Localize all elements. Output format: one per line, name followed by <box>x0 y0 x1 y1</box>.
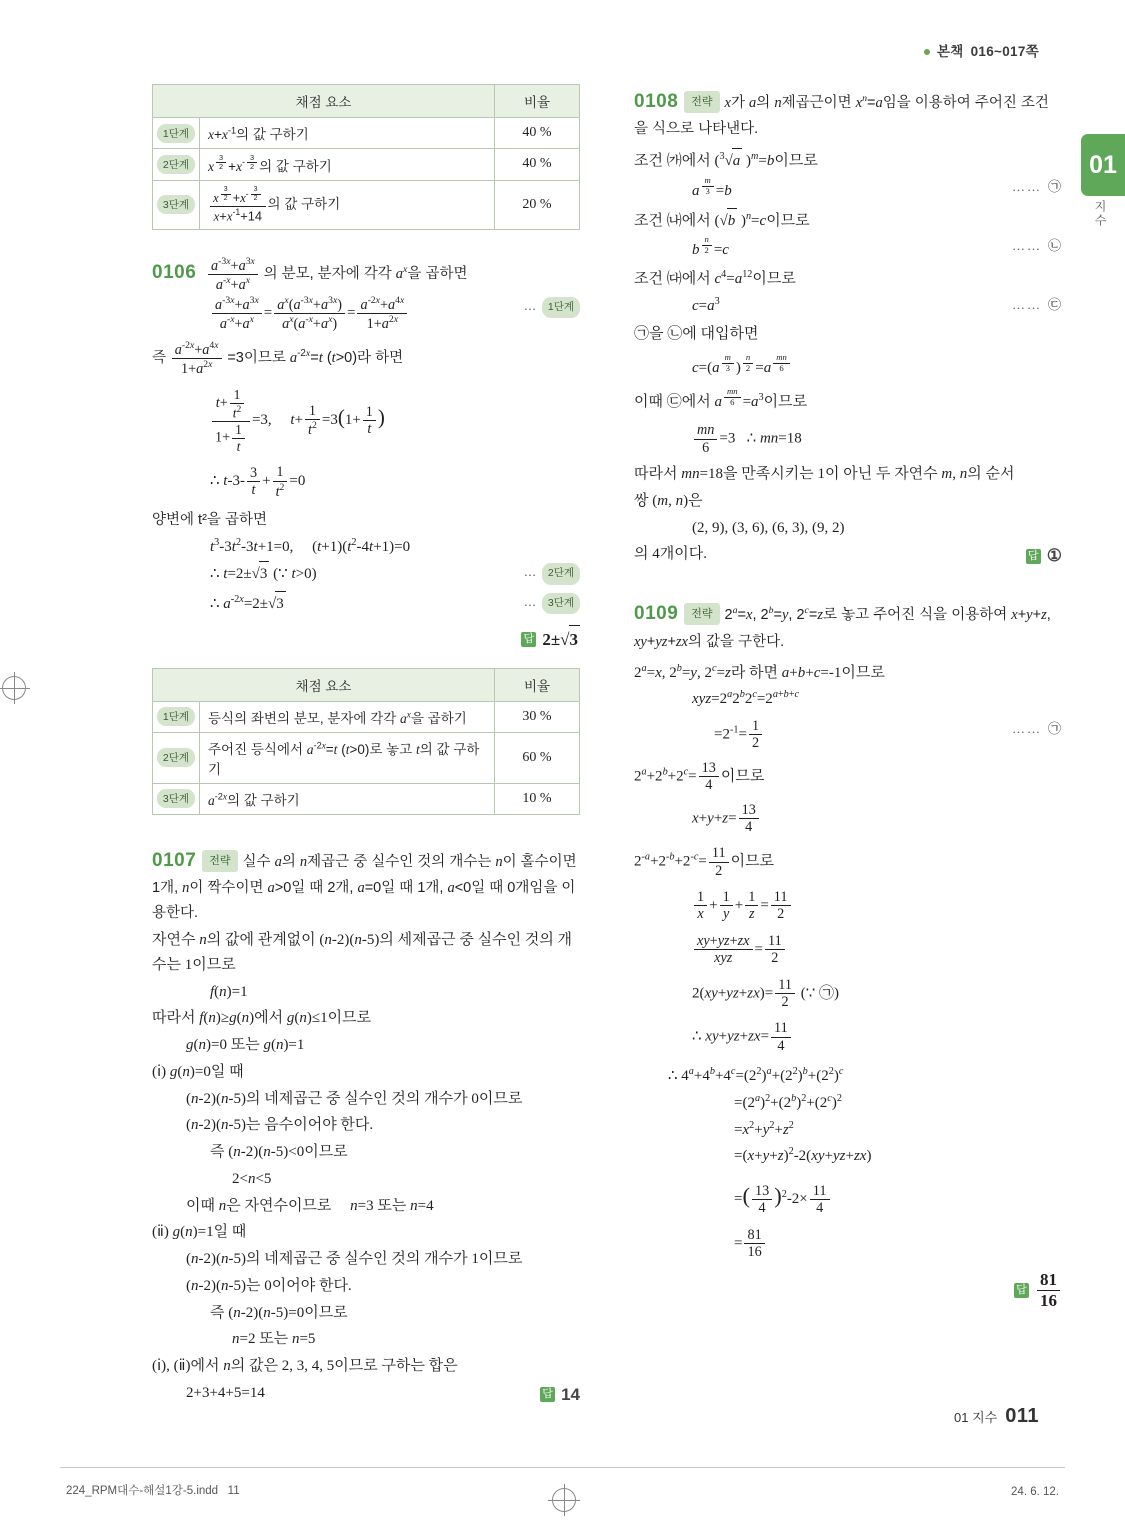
footer-filename <box>66 1482 240 1498</box>
problem-0108-l12: 쌍 (m, n)은 <box>634 492 703 509</box>
problem-0107 <box>152 845 580 1409</box>
problem-0109-l7: $\frac{1}{x}$ + $\frac{1}{y}$ + $\frac{1}{z}$ = $\frac{11}{2}$ <box>692 889 1062 923</box>
folio-chapter: 01 지수 <box>954 1410 998 1425</box>
problem-0109-l12: $=(2^a)^2+(2^b)^2+(2^c)^2$ <box>734 1092 842 1111</box>
folio-page: 011 <box>1005 1405 1039 1427</box>
table-ratio-cell: 60 % <box>495 732 580 783</box>
table-step-cell <box>153 732 200 783</box>
table-step-cell <box>153 783 200 814</box>
chapter-tab <box>1081 134 1125 196</box>
problem-0107-l2: f(n)=1 <box>210 983 248 1000</box>
problem-0109-l8: $\frac{xy+yz+zx}{\text{xyz}}$ = $\frac{11}{2}$ <box>692 933 1062 967</box>
table-row <box>153 149 580 181</box>
bullet-icon <box>924 49 930 55</box>
table-desc-cell: 주어진 등식에서 $a^{-2x}=t$ (t>0)로 놓고 t의 값 구하기 <box>200 732 495 783</box>
step-marker-3: … 3단계 <box>524 591 580 614</box>
step-badge: 2단계 <box>157 155 195 174</box>
strategy-tag: 전략 <box>684 603 719 625</box>
page-folio <box>954 1405 1039 1428</box>
table-ratio-cell: 10 % <box>495 783 580 814</box>
problem-0109-answer <box>634 1270 1062 1310</box>
table-col-ratio: 비율 <box>495 85 580 118</box>
header-reference <box>924 40 1039 60</box>
table-col-criteria: 채점 요소 <box>153 85 495 118</box>
problem-0107-l4: g(n)=0 또는 g(n)=1 <box>186 1037 305 1054</box>
problem-0108-l1: 조건 ㈎에서 ($^3$√a )$^m$=b이므로 <box>634 148 1062 174</box>
problem-0107-l10: 이때 n은 자연수이므로 n=3 또는 n=4 <box>186 1197 434 1214</box>
reference-mark: ㉡ <box>1047 238 1062 254</box>
table-step-cell <box>153 180 200 229</box>
table-desc-cell: $x+x^{-1}$의 값 구하기 <box>200 118 495 149</box>
strategy-tag: 전략 <box>684 91 719 113</box>
table-step-cell <box>153 118 200 149</box>
strategy-tag: 전략 <box>202 850 237 872</box>
chapter-tab-number: 01 <box>1089 150 1117 179</box>
table-step-cell <box>153 701 200 732</box>
problem-0107-l5: (ⅰ) g(n)=0일 때 <box>152 1063 244 1080</box>
right-column <box>634 84 1062 1310</box>
step-badge: 3단계 <box>157 789 195 808</box>
problem-0108-strategy: 0108 전략 x가 a의 n제곱근이면 $x^n=a$임을 이용하여 주어진 조건을 식으로 나타낸다. <box>634 91 1049 138</box>
problem-0106-eq4: $t^3-3t^2-3t+1=0$, $(t+1)(t^2-4t+1)=0$ <box>210 536 411 555</box>
reference-mark: ㉠ <box>1047 179 1062 195</box>
answer-value: ① <box>1046 546 1062 566</box>
table-ratio-cell: 30 % <box>495 701 580 732</box>
step-badge: 1단계 <box>157 124 195 143</box>
problem-0107-l12: (n-2)(n-5)의 네제곱근 중 실수인 것의 개수가 1이므로 <box>186 1251 523 1268</box>
problem-0109-l11: ∴ $4^a+4^b+4^c=(2^2)^a+(2^2)^b+(2^2)^c$ <box>668 1066 844 1085</box>
problem-0106-eq2: t+ $\frac{1}{t^2}$ 1+ $\frac{1}{t}$ =3, t+ $\frac{1}{t^2}$ =3(1+ $\frac{1}{t}$ ) <box>210 387 580 454</box>
problem-0106-line3 <box>152 508 580 533</box>
header-page-range: 016~017쪽 <box>970 44 1039 59</box>
answer-value: $\frac{81}{16}$ <box>1035 1279 1062 1298</box>
reference-mark: ㉠ <box>1047 721 1062 737</box>
problem-number: 0108 <box>634 91 679 112</box>
problem-0109-l4: $2^a+2^b+2^c=$ $\frac{13}{4}$ 이므로 <box>634 759 765 794</box>
problem-0106-eq5: … 2단계 ∴ t=2±√3 (∵ t>0) <box>210 561 580 587</box>
problem-0109-l13: $=x^2+y^2+z^2$ <box>734 1119 794 1138</box>
table-ratio-cell: 20 % <box>495 180 580 229</box>
problem-0108 <box>634 86 1062 570</box>
step-badge: 1단계 <box>542 297 580 318</box>
problem-0108-l2: ㉠ …… a $^{\frac{m}{3}}$ =b <box>692 175 1062 199</box>
problem-0109-l10: ∴ xy+yz+zx= $\frac{11}{4}$ <box>692 1020 1062 1054</box>
problem-0109-l1: $2^a=x$, $2^b=y$, $2^c=z$라 하면 a+b+c=-1이므로 <box>634 662 885 681</box>
scoring-table-2 <box>152 668 580 815</box>
problem-0109-l16: = $\frac{81}{16}$ <box>734 1227 1062 1261</box>
problem-0108-l7: ㉠을 ㉡에 대입하면 <box>634 326 759 343</box>
step-badge: 1단계 <box>157 707 195 726</box>
problem-0106-line2: 즉 $\frac{a^{-2x}+a^{4x}}{1+a^{2x}}$ =3이므로 $a^{-2x}=t$ (t>0)라 하면 <box>152 340 404 378</box>
problem-0106-eq3: ∴ t-3- $\frac{3}{t}$ + $\frac{1}{t^2}$ =0 <box>210 464 306 500</box>
chapter-tab-label: 지수 <box>1093 200 1107 228</box>
table-header-row <box>153 85 580 118</box>
scoring-table-1 <box>152 84 580 230</box>
problem-0106-eq1: … 1단계 $\frac{a^{-3x}+a^{3x}}{a^{-x}+a^x}$ = $\frac{a^x(a^{-3x}+a^{3x})}{a^x(a^{-x}+a^x)}$ = $\frac{a^{-2x}+a^{4x}}{1+a^{2x}}$ <box>210 295 580 332</box>
table-header-row <box>153 668 580 701</box>
problem-0106-eq6: … 3단계 ∴ $a^{-2x}=2\pm√3$ <box>210 591 580 617</box>
problem-0109 <box>634 598 1062 1310</box>
problem-0107-l6: (n-2)(n-5)의 네제곱근 중 실수인 것의 개수가 0이므로 <box>186 1090 523 1107</box>
table-desc-cell: 등식의 좌변의 분모, 분자에 각각 $a^x$을 곱하기 <box>200 701 495 732</box>
table-row <box>153 701 580 732</box>
step-marker-1: … 1단계 <box>524 295 580 318</box>
step-badge: 3단계 <box>542 593 580 614</box>
problem-0109-strategy: 0109 전략 $2^a=x$, $2^b=y$, $2^c=z$로 놓고 주어진 식을 이용하여 x+y+z, xy+yz+zx의 값을 구한다. <box>634 603 1051 650</box>
table-row <box>153 732 580 783</box>
problem-0107-answer <box>540 1381 580 1409</box>
problem-0107-l17: 답 14 2+3+4+5=14 <box>186 1381 580 1406</box>
table-row <box>153 783 580 814</box>
problem-number: 0106 <box>152 261 197 283</box>
answer-value: 14 <box>561 1384 580 1404</box>
problem-number: 0107 <box>152 849 197 871</box>
step-badge: 2단계 <box>157 748 195 767</box>
footer-file-page: 11 <box>227 1485 240 1497</box>
problem-0109-l6: $2^{-a}+2^{-b}+2^{-c}=$ $\frac{11}{2}$ 이므로 <box>634 845 775 879</box>
footer-divider <box>60 1467 1065 1468</box>
table-desc-cell: x $^{\frac{3}{2}}$ $+x^{- \frac{3}{2}}$ $x+x^{-1}+14$ 의 값 구하기 <box>200 180 495 229</box>
problem-0107-l13: (n-2)(n-5)는 0이어야 한다. <box>186 1277 352 1294</box>
problem-0109-l5: x+y+z= $\frac{13}{4}$ <box>692 802 1062 836</box>
problem-0106-intro: 0106 $\frac{a^{-3x}+a^{3x}}{a^{-x}+a^x}$ 의 분모, 분자에 각각 $a^x$을 곱하면 <box>152 255 468 293</box>
problem-0108-l3: 조건 ㈏에서 (√b )$^n$=c이므로 <box>634 208 1062 234</box>
answer-value: 2±√3 <box>542 630 580 649</box>
multiply-label: 양변에 t²을 곱하면 <box>152 511 267 528</box>
problem-number: 0109 <box>634 603 679 625</box>
problem-0108-l11: 따라서 mn=18을 만족시키는 1이 아닌 두 자연수 m, n의 순서 <box>634 466 1015 483</box>
problem-0107-l9: 2<n<5 <box>232 1170 272 1187</box>
problem-0107-l8: 즉 (n-2)(n-5)<0이므로 <box>210 1144 348 1161</box>
problem-0107-l16: (ⅰ), (ⅱ)에서 n의 값은 2, 3, 4, 5이므로 구하는 합은 <box>152 1358 458 1375</box>
step-badge: 3단계 <box>157 195 195 214</box>
step-badge: 2단계 <box>542 563 580 584</box>
problem-0108-l8: c=(a $^{\frac{m}{3}}$ ) $^{\frac{n}{2}}$ =a $^{\frac{mn}{6}}$ <box>692 353 1062 381</box>
problem-0109-l2: $xyz=2^a2^b2^c=2^{a+b+c}$ <box>692 689 800 708</box>
table-ratio-cell: 40 % <box>495 118 580 149</box>
table-row <box>153 118 580 149</box>
answer-icon: 답 <box>521 632 536 647</box>
header-book-label: 본책 <box>936 44 964 59</box>
problem-0107-l14: 즉 (n-2)(n-5)=0이므로 <box>210 1304 348 1321</box>
problem-0106-answer <box>152 625 580 654</box>
table-step-cell <box>153 149 200 181</box>
problem-0107-l7: (n-2)(n-5)는 음수이어야 한다. <box>186 1117 374 1134</box>
problem-0108-l14: 답 ① 의 4개이다. <box>634 542 1062 567</box>
problem-0108-l10: $\frac{mn}{6}$ =3 ∴ mn=18 <box>692 422 1062 456</box>
problem-0107-strategy: 0107 전략 실수 a의 n제곱근 중 실수인 것의 개수는 n이 홀수이면 1개, n이 짝수이면 a>0일 때 2개, a=0일 때 1개, a<0일 때 0개임을 이용한다. <box>152 849 577 922</box>
problem-0107-l11: (ⅱ) g(n)=1일 때 <box>152 1224 247 1241</box>
problem-0108-l13: (2, 9), (3, 6), (6, 3), (9, 2) <box>692 519 845 536</box>
problem-0107-l3: 따라서 f(n)≥g(n)에서 g(n)≤1이므로 <box>152 1010 372 1027</box>
registration-mark-icon <box>552 1488 576 1512</box>
left-column <box>152 84 580 1409</box>
problem-0106 <box>152 256 580 654</box>
table-ratio-cell: 40 % <box>495 149 580 181</box>
step-marker-2: … 2단계 <box>524 561 580 584</box>
registration-mark-icon <box>2 676 26 700</box>
problem-0109-l15: =( $\frac{13}{4}$ )$^2$-2× $\frac{11}{4}$ <box>734 1177 1062 1216</box>
reference-mark: ㉢ <box>1047 296 1062 312</box>
answer-icon: 답 <box>540 1387 555 1402</box>
table-desc-cell: $a^{-2x}$의 값 구하기 <box>200 783 495 814</box>
then-label: 즉 <box>152 350 167 367</box>
table-col-criteria: 채점 요소 <box>153 668 495 701</box>
table-desc-cell: x $^{\frac{3}{2}}$ $+x^{- \frac{3}{2}}$ 의 값 구하기 <box>200 149 495 181</box>
problem-0108-l4: ㉡ …… b $^{\frac{n}{2}}$ =c <box>692 234 1062 259</box>
answer-icon: 답 <box>1014 1283 1029 1298</box>
footer-date: 24. 6. 12. <box>1011 1486 1059 1498</box>
problem-0107-l15: n=2 또는 n=5 <box>232 1331 316 1348</box>
answer-icon: 답 <box>1026 549 1041 564</box>
problem-0109-l9: 2(xy+yz+zx)= $\frac{11}{2}$ (∵ ㉠) <box>692 976 840 1010</box>
table-col-ratio: 비율 <box>495 668 580 701</box>
footer-file: 224_RPM대수-해설1강-5.indd <box>66 1485 219 1497</box>
problem-0107-l1: 자연수 n의 값에 관계없이 (n-2)(n-5)의 세제곱근 중 실수인 것의 개수는 1이므로 <box>152 932 573 973</box>
problem-0108-answer <box>1026 542 1062 570</box>
problem-0108-l5: 조건 ㈐에서 $c^4=a^{12}$이므로 <box>634 268 796 287</box>
problem-0108-l6: ㉢ …… $c=a^3$ <box>692 295 1062 314</box>
table-row <box>153 180 580 229</box>
problem-0109-l14: $=(x+y+z)^2-2(xy+yz+zx)$ <box>734 1146 872 1165</box>
problem-0108-l9: 이때 ㉢에서 a $^{\frac{mn}{6}}$ $=a^3$이므로 <box>634 385 808 410</box>
problem-0109-l3: ㉠ …… $=2^{-1}=$ $\frac{1}{2}$ <box>714 718 1062 752</box>
